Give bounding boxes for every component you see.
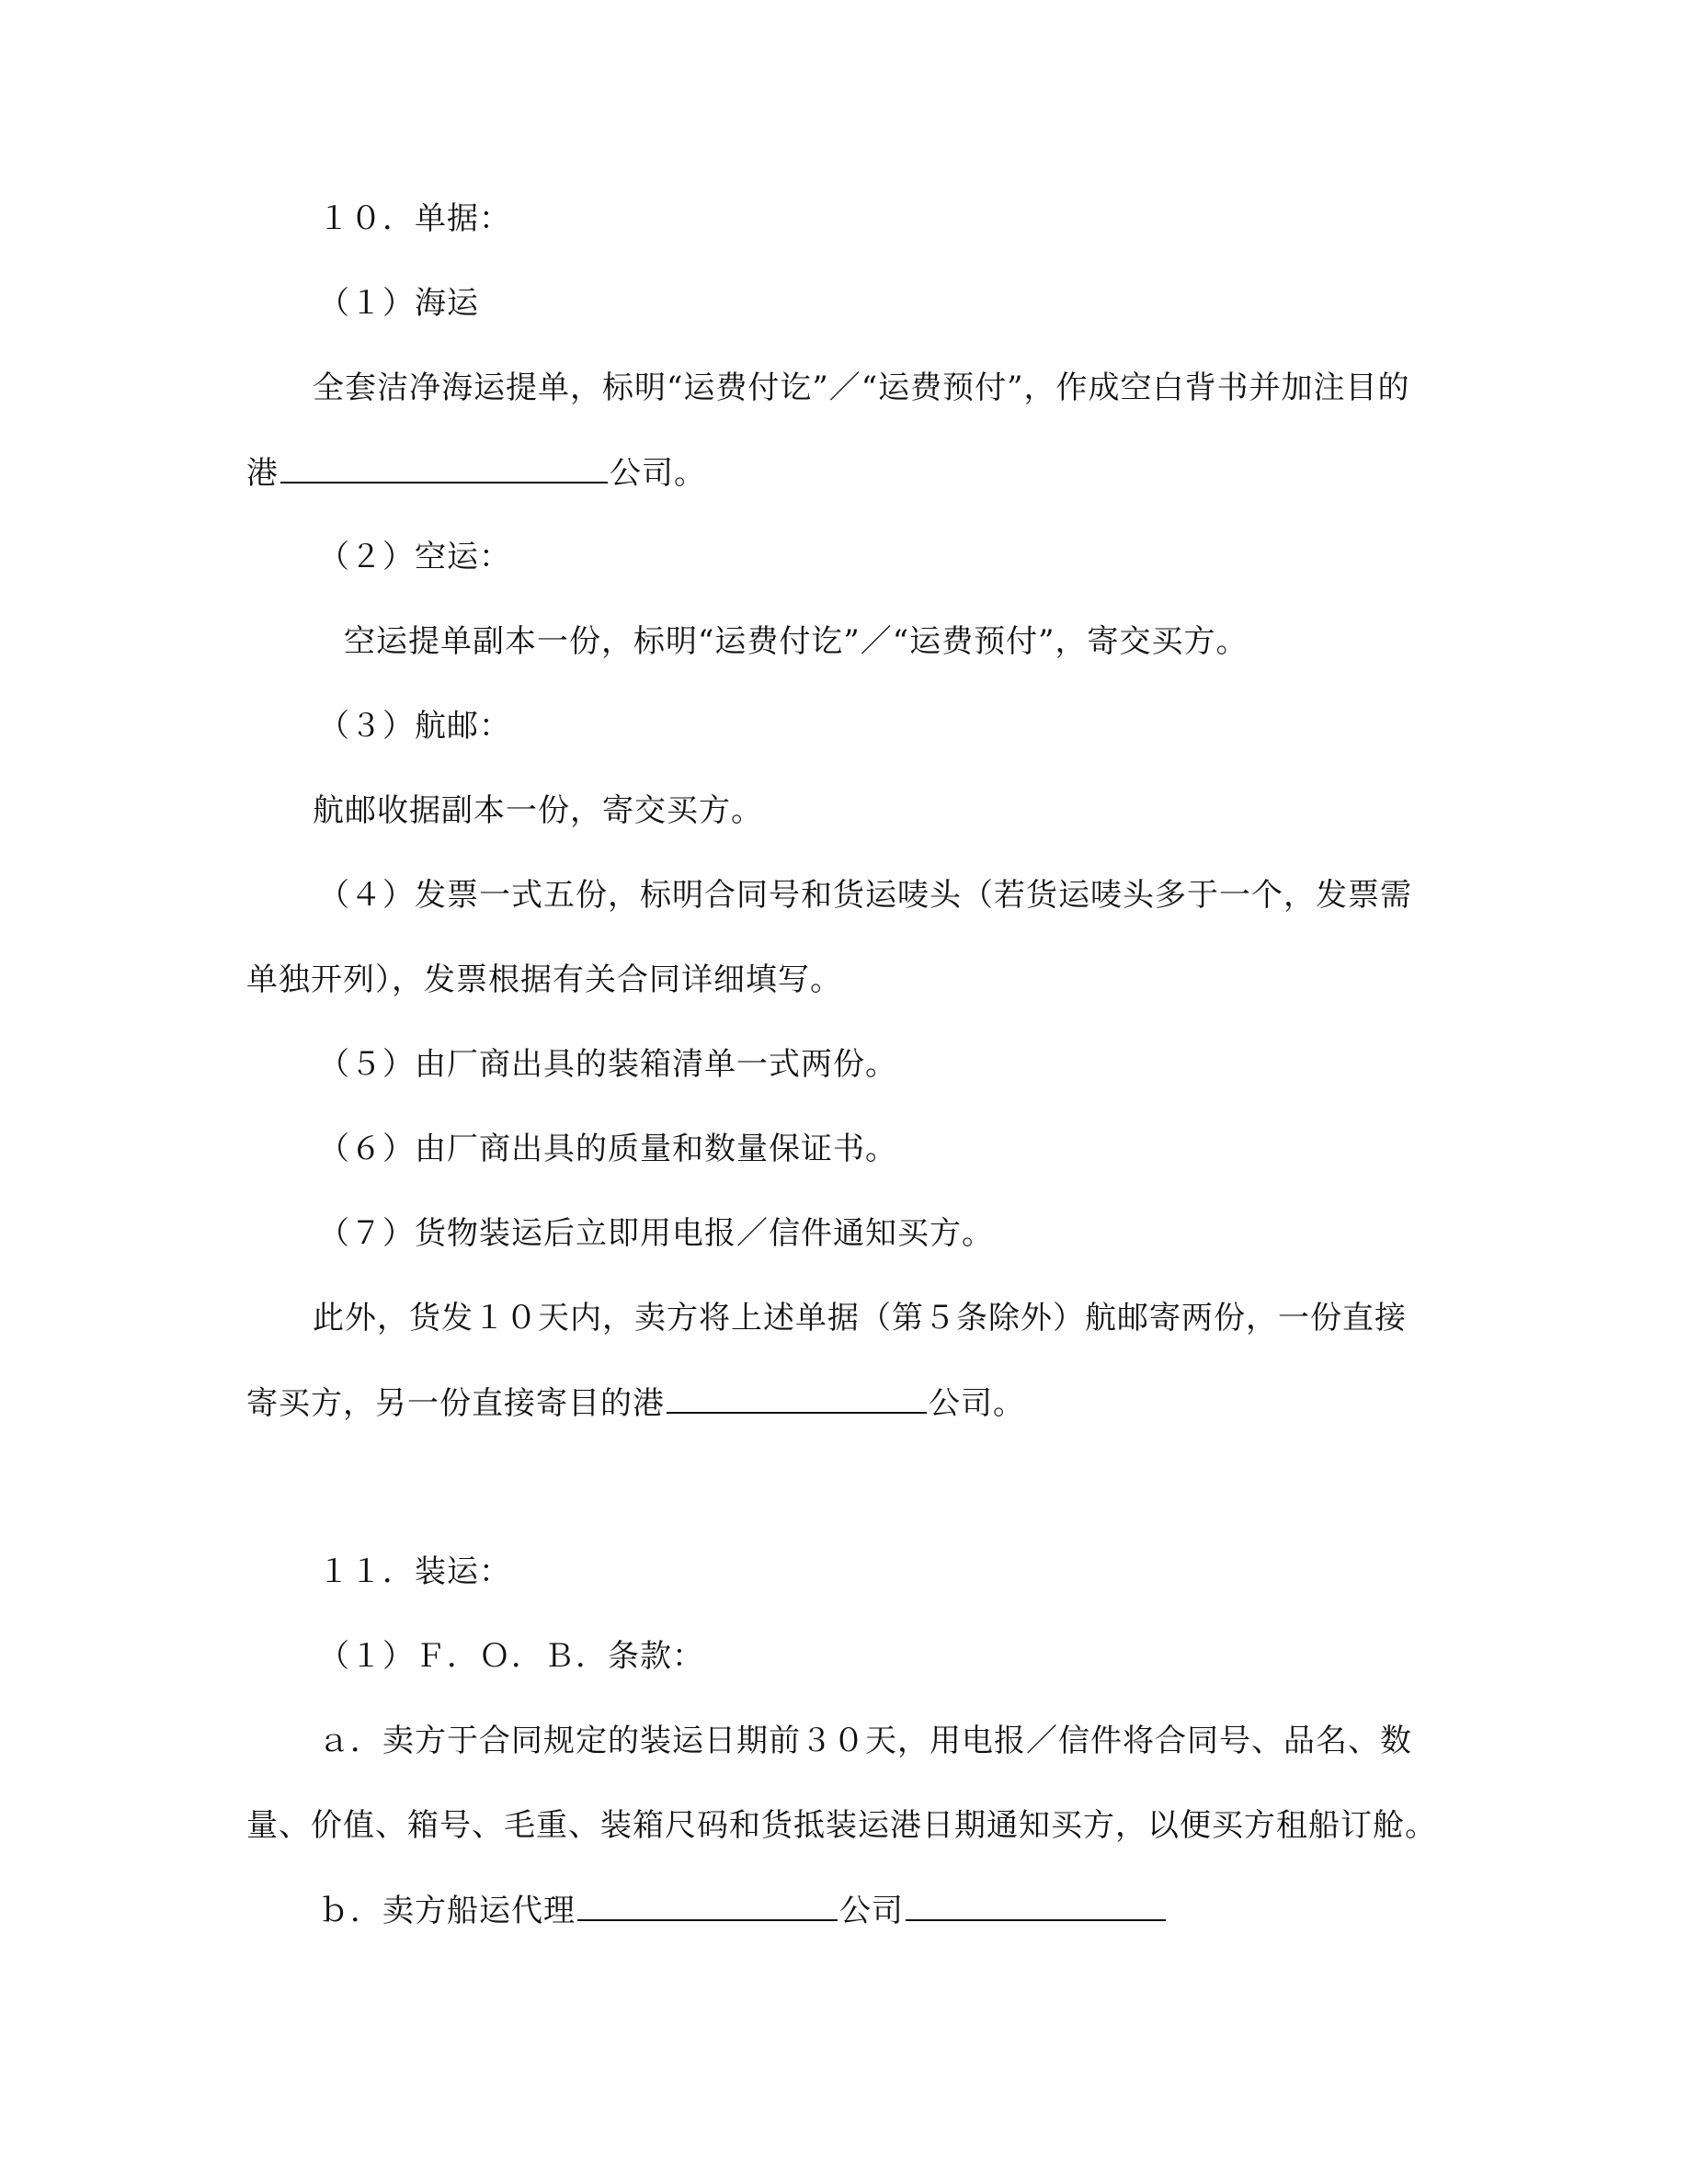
section-10-item-7: （７）货物装运后立即用电报／信件通知买方。: [318, 1215, 994, 1252]
section-10-extra-line-1: 此外，货发１０天内，卖方将上述单据（第５条除外）航邮寄两份，一份直接: [313, 1300, 1407, 1337]
section-10-heading: １０．单据：: [318, 200, 511, 237]
section-10-item-3-text: 航邮收据副本一份，寄交买方。: [313, 792, 763, 829]
section-11-item-1-heading: （１）Ｆ．Ｏ．Ｂ．条款：: [318, 1638, 704, 1675]
section-10-item-5: （５）由厂商出具的装箱清单一式两份。: [318, 1046, 897, 1083]
destination-port-company-blank-2[interactable]: [667, 1382, 927, 1414]
section-10-item-6: （６）由厂商出具的质量和数量保证书。: [318, 1131, 897, 1167]
shipping-agent-contact-blank[interactable]: [906, 1890, 1166, 1921]
shipping-agent-company-text: 公司: [839, 1893, 904, 1929]
shipping-agent-prefix-text: ｂ．卖方船运代理: [318, 1893, 576, 1929]
section-11-item-b: [318, 1890, 1168, 1931]
section-10-item-1-heading: （１）海运: [318, 285, 479, 322]
shipping-agent-blank[interactable]: [577, 1890, 838, 1921]
company-suffix-text: 公司。: [610, 455, 706, 492]
section-10-item-1-line-2: [246, 452, 706, 494]
section-11-item-a-line-2: 量、价值、箱号、毛重、装箱尺码和货抵装运港日期通知买方，以便买方租船订舱。: [246, 1807, 1437, 1844]
extra-prefix-text: 寄买方，另一份直接寄目的港: [246, 1385, 665, 1422]
section-10-extra-line-2: [246, 1382, 1025, 1424]
port-prefix-text: 港: [246, 455, 279, 492]
section-11-heading: １１．装运：: [318, 1553, 511, 1590]
section-10-item-3-heading: （３）航邮：: [318, 708, 511, 745]
section-10-item-1-line-1: 全套洁净海运提单，标明“运费付讫”／“运费预付”，作成空白背书并加注目的: [313, 370, 1410, 406]
section-10-item-4-line-1: （４）发票一式五份，标明合同号和货运唛头（若货运唛头多于一个，发票需: [318, 877, 1412, 914]
section-10-item-2-text: 空运提单副本一份，标明“运费付讫”／“运费预付”，寄交买方。: [344, 623, 1249, 660]
section-10-item-2-heading: （２）空运：: [318, 539, 511, 575]
extra-suffix-text: 公司。: [929, 1385, 1025, 1422]
section-10-item-4-line-2: 单独开列），发票根据有关合同详细填写。: [246, 961, 842, 998]
section-11-item-a-line-1: ａ．卖方于合同规定的装运日期前３０天，用电报／信件将合同号、品名、数: [318, 1723, 1412, 1759]
destination-port-company-blank[interactable]: [280, 452, 608, 483]
